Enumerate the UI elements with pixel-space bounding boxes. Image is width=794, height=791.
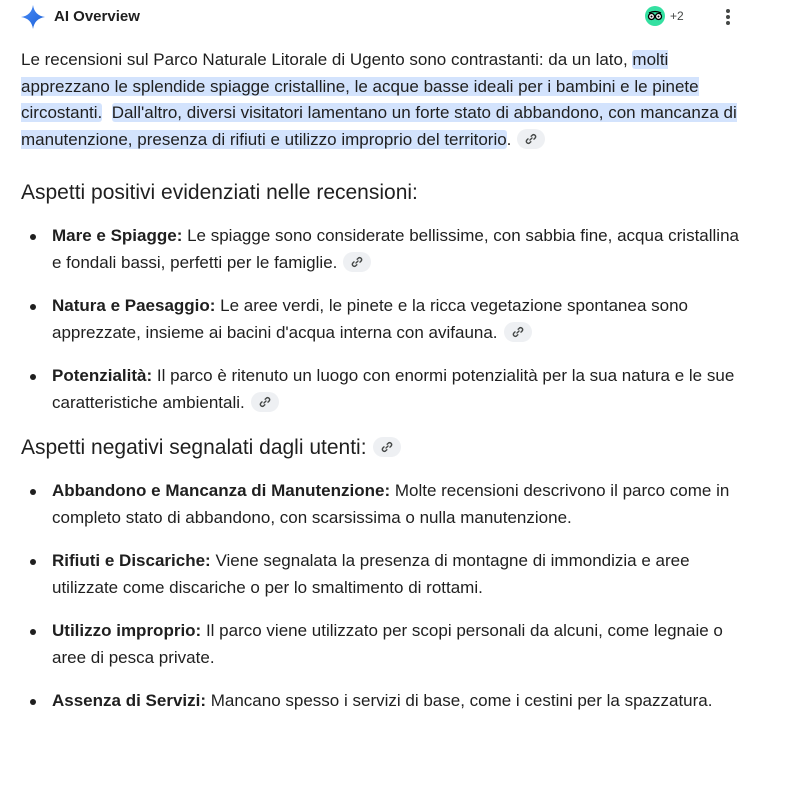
positive-heading: Aspetti positivi evidenziati nelle recensioni:	[21, 181, 418, 204]
negative-heading-text: Aspetti negativi segnalati dagli utenti:	[21, 436, 367, 459]
list-item	[21, 223, 741, 276]
list-item	[21, 548, 741, 601]
link-chip[interactable]	[343, 252, 371, 272]
item-title: Natura e Paesaggio:	[52, 296, 216, 315]
more-vert-icon[interactable]	[717, 6, 739, 28]
sparkle-icon	[20, 4, 46, 30]
intro-highlight-1[interactable]: molti apprezzano le splendide spiagge cristalline, le acque basse ideali per i bambini e le pinete circostanti.	[21, 50, 699, 122]
item-title: Mare e Spiagge:	[52, 226, 183, 245]
item-text: Mancano spesso i servizi di base, come i cestini per la spazzatura.	[206, 691, 713, 710]
link-icon	[512, 326, 524, 338]
list-item	[21, 618, 741, 671]
tripadvisor-icon[interactable]	[645, 6, 665, 26]
list-item	[21, 293, 741, 346]
link-icon	[525, 133, 537, 145]
negative-list	[21, 478, 741, 715]
intro-paragraph	[21, 47, 741, 153]
item-text: Molte recensioni descrivono il parco come in completo stato di abbandono, con scarsissima o nulla manutenzione.	[52, 481, 730, 527]
link-icon	[259, 396, 271, 408]
intro-text: Le recensioni sul Parco Naturale Litorale di Ugento sono contrastanti: da un lato,	[21, 50, 633, 69]
list-item	[21, 363, 741, 416]
header-title: AI Overview	[54, 8, 140, 25]
intro-highlight-2[interactable]: Dall'altro, diversi visitatori lamentano un forte stato di abbandono, con mancanza di manutenzione, presenza di rifiuti e utilizzo improprio del territorio	[21, 103, 737, 149]
list-item	[21, 688, 741, 715]
item-text: Il parco è ritenuto un luogo con enormi potenzialità per la sua natura e le sue caratteristiche ambientali.	[52, 366, 735, 412]
ai-overview-header	[0, 0, 794, 34]
link-chip[interactable]	[504, 322, 532, 342]
link-chip[interactable]	[373, 437, 401, 457]
link-icon	[351, 256, 363, 268]
item-title: Rifiuti e Discariche:	[52, 551, 211, 570]
link-chip[interactable]	[251, 392, 279, 412]
positive-list	[21, 223, 741, 416]
item-text: Viene segnalata la presenza di montagne di immondizia e aree utilizzate come discariche o per lo smaltimento di rottami.	[52, 551, 690, 597]
link-chip[interactable]	[517, 129, 545, 149]
overview-content	[21, 47, 741, 732]
list-item	[21, 478, 741, 531]
item-text: Le spiagge sono considerate bellissime, con sabbia fine, acqua cristallina e fondali bassi, perfetti per le famiglie.	[52, 226, 739, 272]
item-title: Utilizzo improprio:	[52, 621, 202, 640]
item-title: Abbandono e Mancanza di Manutenzione:	[52, 481, 391, 500]
intro-end: .	[506, 129, 512, 149]
item-text: Il parco viene utilizzato per scopi personali da alcuni, come legnaie o aree di pesca private.	[52, 621, 723, 667]
item-title: Potenzialità:	[52, 366, 153, 385]
link-icon	[381, 441, 393, 453]
item-title: Assenza di Servizi:	[52, 691, 207, 710]
source-count[interactable]: +2	[670, 9, 684, 23]
item-text: Le aree verdi, le pinete e la ricca vegetazione spontanea sono apprezzate, insieme ai bacini d'acqua interna con avifauna.	[52, 296, 688, 342]
negative-heading	[21, 434, 741, 462]
